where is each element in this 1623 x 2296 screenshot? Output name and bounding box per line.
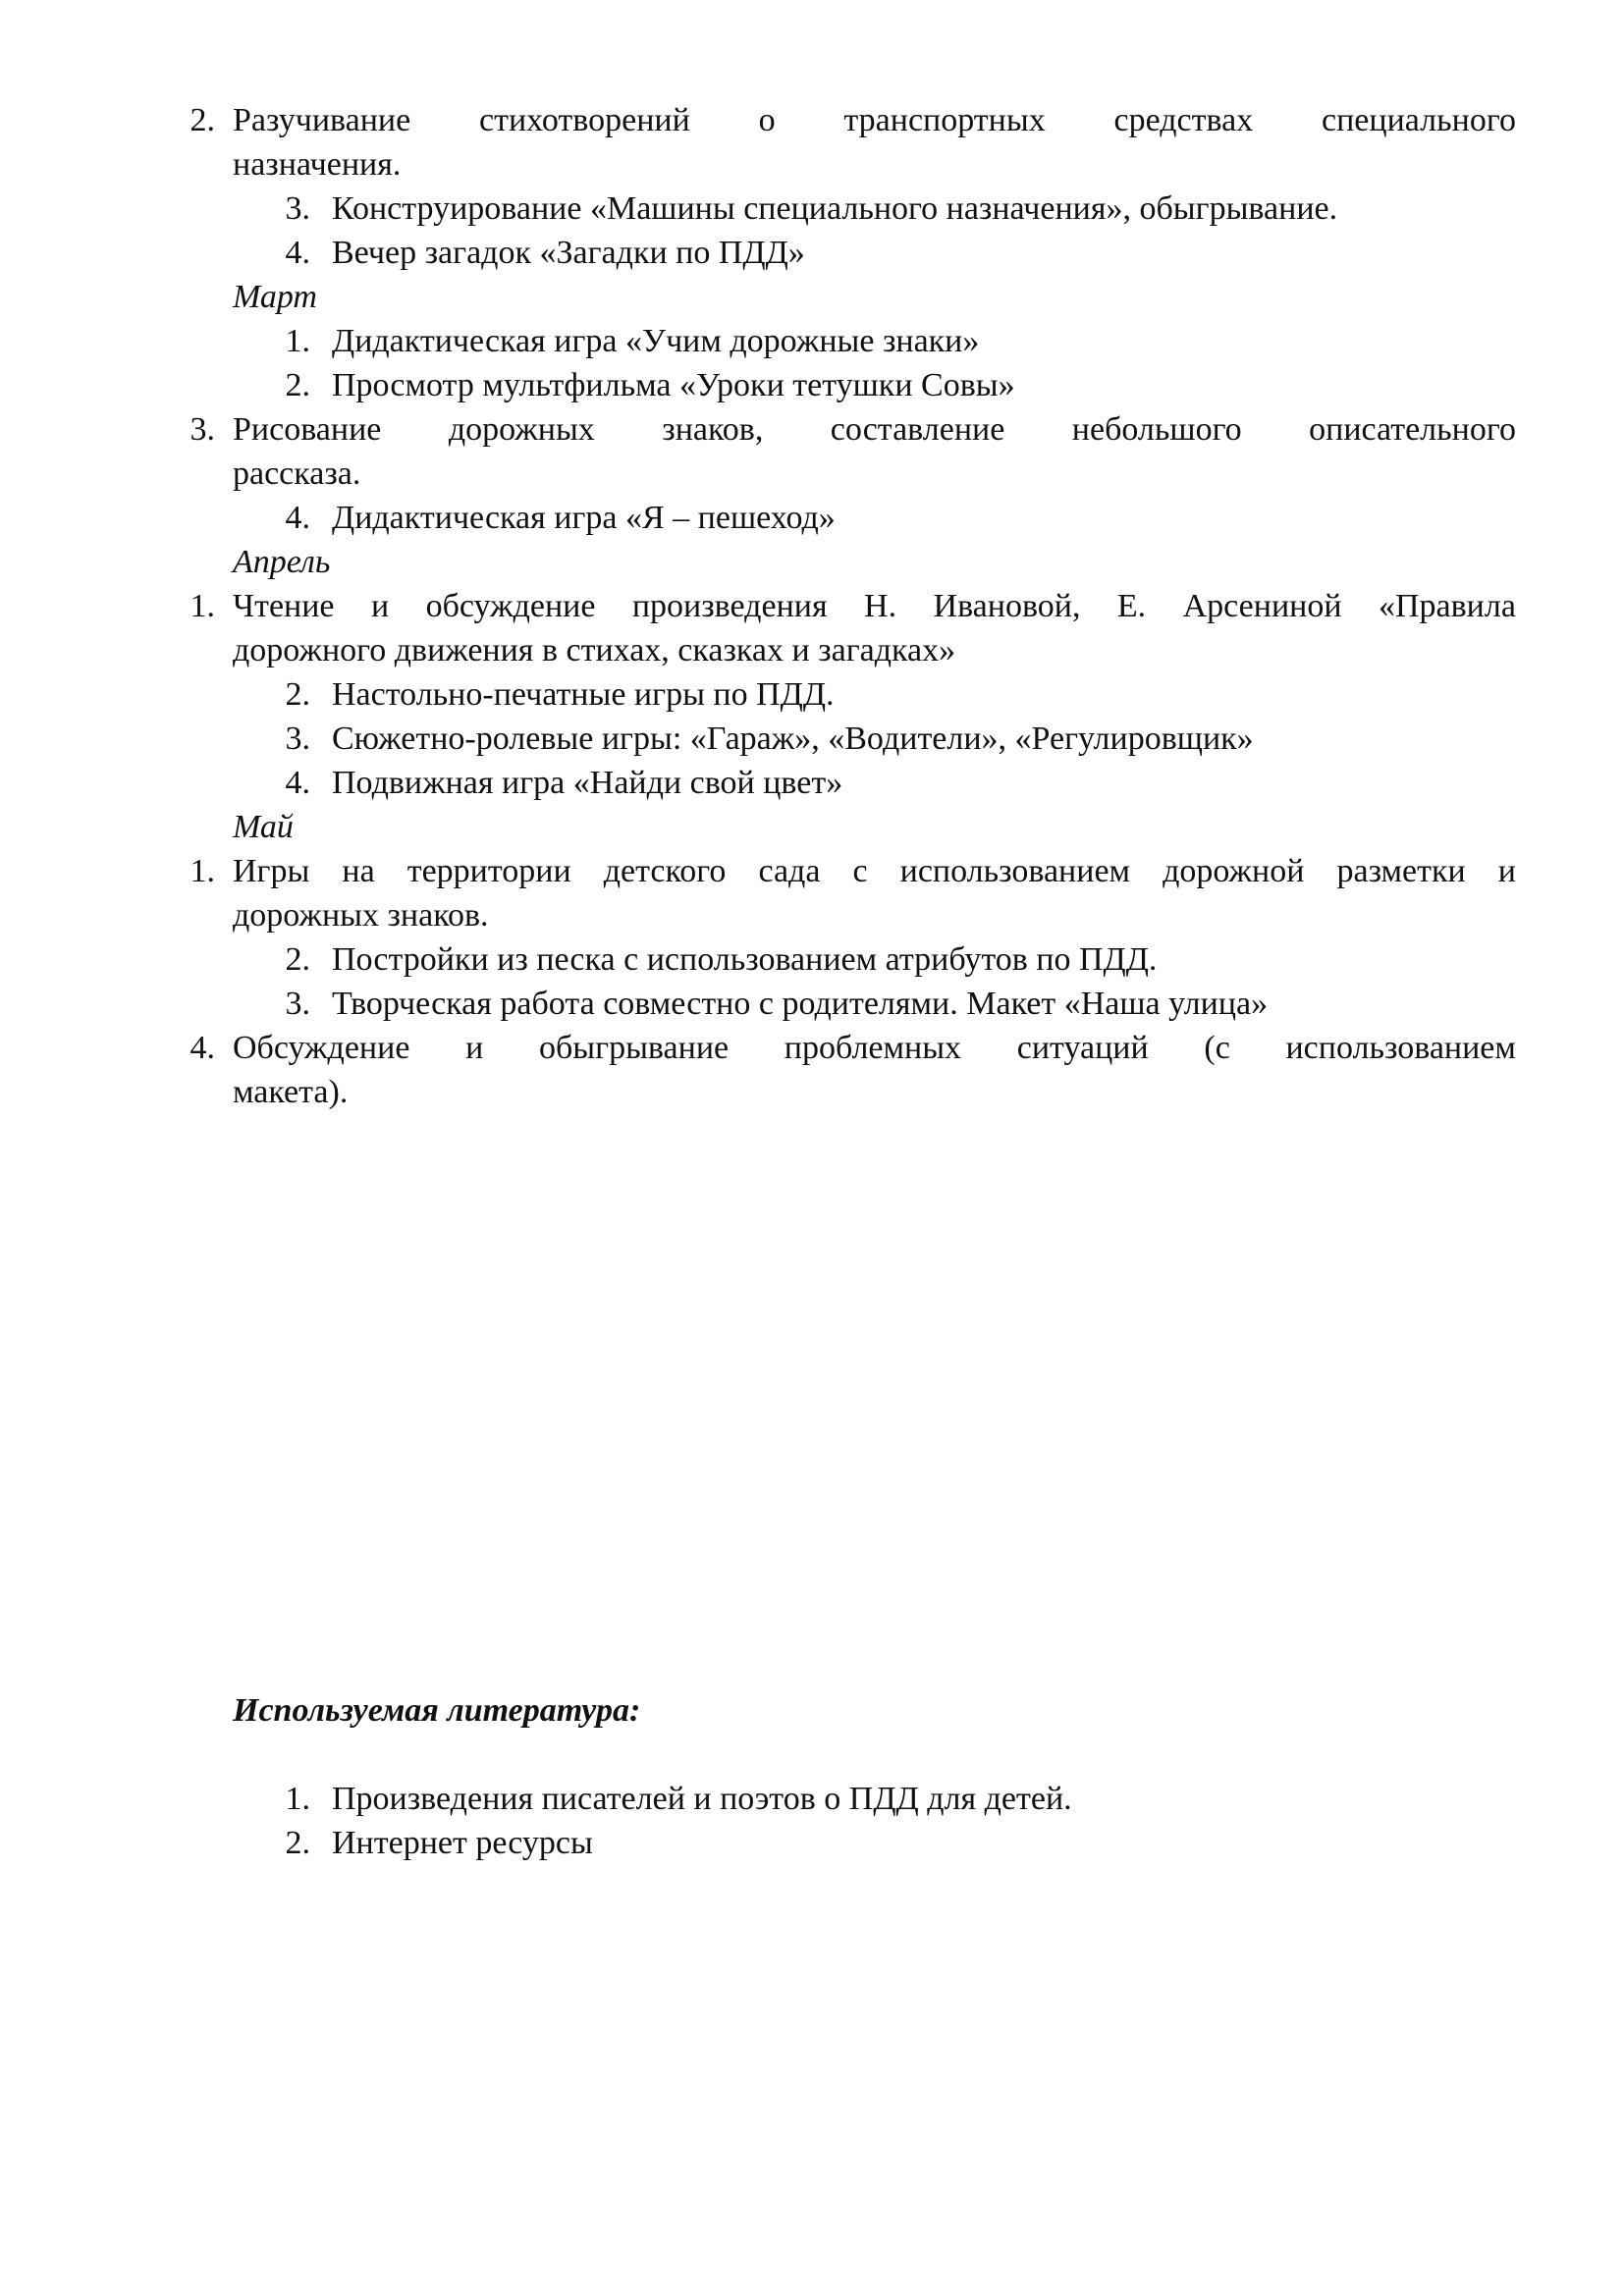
word: Н. [864, 588, 897, 624]
word: Е. [1116, 588, 1147, 624]
word: и [465, 1030, 484, 1066]
word: Разучивание [233, 102, 411, 138]
list-item-continuation: макета). [233, 1074, 349, 1110]
word: территории [406, 853, 571, 889]
list-number: 4. [189, 1030, 215, 1066]
word: Ивановой, [933, 588, 1081, 624]
list-number: 1. [189, 853, 215, 889]
word: детского [603, 853, 727, 889]
list-item-text: Сюжетно-ролевые игры: «Гараж», «Водители», «Регулировщик» [332, 721, 1254, 757]
list-item-text: Творческая работа совместно с родителями. Макет «Наша улица» [332, 986, 1269, 1022]
literature-item: Произведения писателей и поэтов о ПДД для детей. [332, 1781, 1072, 1817]
list-number: 1. [285, 1781, 310, 1817]
word: транспортных [843, 102, 1046, 138]
list-number: 1. [285, 323, 310, 359]
list-number: 4. [285, 500, 310, 536]
list-item-continuation: рассказа. [233, 455, 361, 492]
list-item-text: Просмотр мультфильма «Уроки тетушки Совы» [332, 367, 1015, 403]
word: Обсуждение [233, 1030, 410, 1066]
word: специального [1322, 102, 1516, 138]
word: составление [830, 411, 1005, 448]
list-item-text: Дидактическая игра «Я – пешеход» [332, 500, 836, 536]
word: произведения [631, 588, 828, 624]
word: использованием [1285, 1030, 1516, 1066]
word: Арсениной [1182, 588, 1342, 624]
list-item-continuation: дорожных знаков. [233, 897, 489, 934]
month-heading-april: Апрель [233, 544, 331, 580]
word: и [370, 588, 390, 624]
word: средствах [1113, 102, 1254, 138]
list-item-text: Дидактическая игра «Учим дорожные знаки» [332, 323, 980, 359]
list-number: 3. [285, 721, 310, 757]
word: (с [1204, 1030, 1230, 1066]
word: проблемных [784, 1030, 962, 1066]
list-number: 2. [189, 102, 215, 138]
list-item-text-justified [233, 407, 1516, 452]
list-number: 3. [189, 411, 215, 448]
word: «Правила [1378, 588, 1516, 624]
month-heading-may: Май [233, 809, 294, 845]
word: дорожных [448, 411, 595, 448]
list-item-continuation: дорожного движения в стихах, сказках и загадках» [233, 632, 956, 668]
list-item-text-justified [233, 1026, 1516, 1070]
word: обсуждение [425, 588, 596, 624]
word: использованием [899, 853, 1131, 889]
literature-heading: Используемая литература: [233, 1692, 641, 1729]
list-number: 4. [285, 235, 310, 271]
list-item-text: Конструирование «Машины специального назначения», обыгрывание. [332, 190, 1338, 227]
list-number: 3. [285, 986, 310, 1022]
list-number: 3. [285, 190, 310, 227]
word: небольшого [1071, 411, 1242, 448]
list-number: 4. [285, 765, 310, 801]
literature-item: Интернет ресурсы [332, 1825, 593, 1861]
list-item-continuation: назначения. [233, 146, 402, 183]
word: с [852, 853, 868, 889]
word: Игры [233, 853, 310, 889]
list-item-text: Вечер загадок «Загадки по ПДД» [332, 235, 805, 271]
list-item-text-justified [233, 584, 1516, 628]
word: на [342, 853, 375, 889]
word: сада [758, 853, 821, 889]
list-number: 2. [285, 1825, 310, 1861]
word: Рисование [233, 411, 382, 448]
list-item-text: Постройки из песка с использованием атрибутов по ПДД. [332, 941, 1158, 978]
list-item-text: Подвижная игра «Найди свой цвет» [332, 765, 843, 801]
list-number: 2. [285, 367, 310, 403]
word: дорожной [1163, 853, 1305, 889]
list-number: 1. [189, 588, 215, 624]
list-item-text-justified [233, 98, 1516, 142]
word: разметки [1336, 853, 1466, 889]
word: и [1497, 853, 1516, 889]
word: знаков, [662, 411, 764, 448]
word: о [758, 102, 776, 138]
word: Чтение [233, 588, 335, 624]
word: описательного [1309, 411, 1516, 448]
list-number: 2. [285, 941, 310, 978]
list-number: 2. [285, 676, 310, 713]
word: обыгрывание [539, 1030, 730, 1066]
list-item-text-justified [233, 849, 1516, 893]
list-item-text: Настольно-печатные игры по ПДД. [332, 676, 835, 713]
month-heading-march: Март [233, 279, 317, 315]
word: ситуаций [1016, 1030, 1149, 1066]
word: стихотворений [479, 102, 690, 138]
